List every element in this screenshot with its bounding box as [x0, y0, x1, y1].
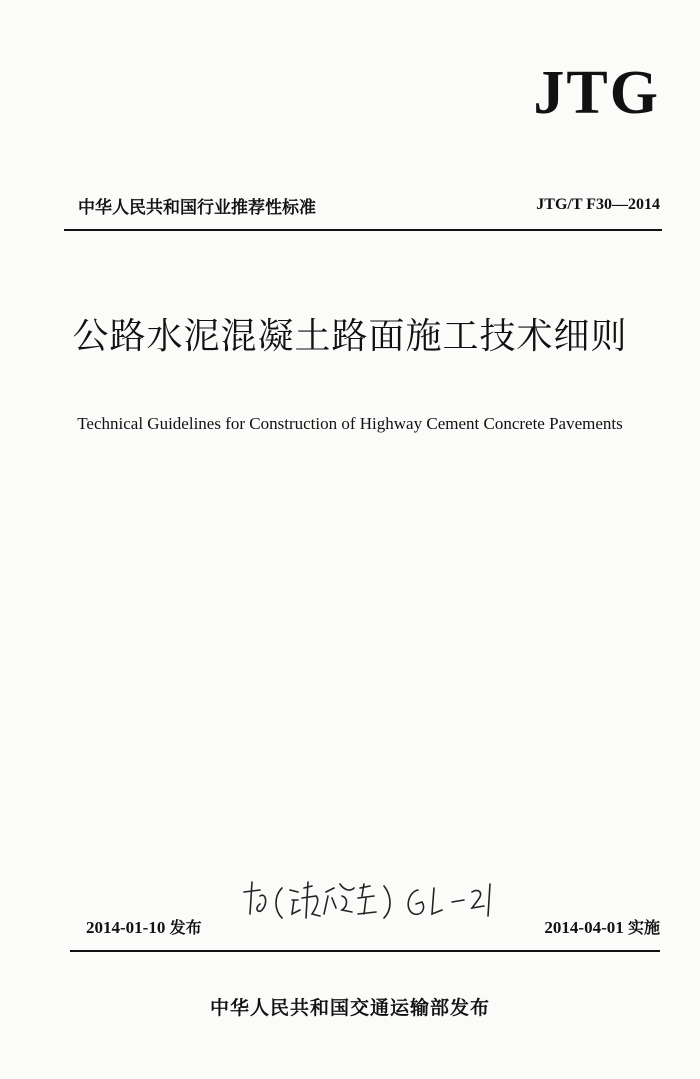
handwritten-signature [238, 874, 498, 926]
implement-date: 2014-04-01 [544, 918, 624, 937]
footer-divider [70, 950, 660, 952]
implement-date-line [544, 915, 660, 938]
title-english: Technical Guidelines for Construction of Highway Cement Concrete Pavements [77, 414, 623, 433]
jtg-logo: JTG [533, 59, 660, 127]
header-divider [64, 229, 662, 231]
standard-category: 中华人民共和国行业推荐性标准 [78, 198, 316, 218]
issue-date-line [86, 915, 202, 938]
title-chinese: 公路水泥混凝土路面施工技术细则 [72, 316, 628, 357]
implement-label: 实施 [627, 918, 660, 937]
issue-label: 发布 [169, 918, 202, 937]
standard-code: JTG/T F30—2014 [536, 196, 660, 213]
issue-date: 2014-01-10 [86, 918, 166, 937]
publisher: 中华人民共和国交通运输部发布 [209, 997, 490, 1019]
